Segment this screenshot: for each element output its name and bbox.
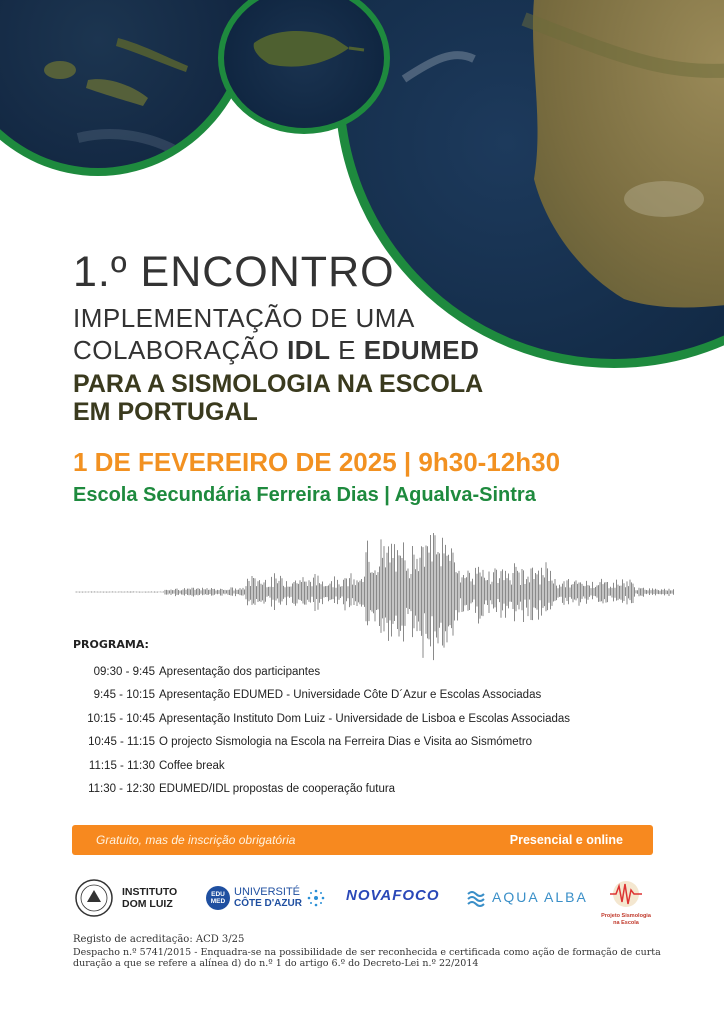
seismogram-waveform — [75, 520, 675, 670]
schedule-time: 10:45 - 11:15 — [88, 736, 155, 749]
uca-wordmark — [234, 887, 302, 909]
schedule-row — [73, 684, 673, 708]
aquaalba-wordmark: AQUA ALBA — [492, 889, 588, 905]
madeira-island — [224, 0, 384, 128]
schedule-time: 11:30 - 12:30 — [88, 783, 155, 796]
schedule-row — [73, 731, 673, 755]
theme-line-2: EM PORTUGAL — [73, 398, 258, 426]
schedule-description: O projecto Sismologia na Escola na Ferreira Dias e Visita ao Sismómetro — [159, 736, 533, 749]
uca-line-1: UNIVERSITÉ — [234, 886, 301, 898]
idl-wordmark — [122, 886, 177, 910]
event-theme — [73, 370, 483, 426]
theme-line-1: PARA A SISMOLOGIA NA ESCOLA — [73, 370, 484, 398]
sismologia-line-1: Projeto Sismologia — [601, 913, 651, 919]
schedule-time: 9:45 - 10:15 — [93, 689, 155, 702]
subtitle-connector: E — [330, 335, 364, 365]
sismologia-escola-logo — [596, 880, 656, 927]
schedule-description: Coffee break — [159, 759, 225, 772]
edumed-uca-logo — [206, 880, 331, 916]
novafoco-logo: NOVAFOCO — [346, 887, 440, 904]
idl-seal-icon — [74, 878, 114, 918]
edumed-badge-bottom: MED — [210, 898, 226, 905]
schedule-row — [73, 778, 673, 802]
aquaalba-logo — [466, 886, 588, 908]
attendance-mode: Presencial e online — [509, 833, 623, 847]
schedule-description: Apresentação dos participantes — [159, 665, 321, 678]
edumed-badge-top: EDU — [211, 891, 225, 898]
schedule-time: 09:30 - 9:45 — [93, 665, 155, 678]
idl-line-2: DOM LUIZ — [122, 898, 173, 910]
sismologia-line-2: na Escola — [613, 920, 639, 926]
uca-line-2: CÔTE D'AZUR — [234, 898, 302, 909]
event-venue: Escola Secundária Ferreira Dias | Agualva-Sintra — [73, 484, 536, 506]
schedule-row — [73, 660, 673, 684]
uca-dots-icon — [306, 888, 326, 908]
registration-note: Gratuito, mas de inscrição obrigatória — [96, 833, 296, 847]
azores-satellite-map — [0, 0, 256, 176]
subtitle-line-2 — [73, 334, 479, 366]
schedule-row — [73, 754, 673, 778]
event-edition-title: 1.º ENCONTRO — [73, 248, 395, 296]
schedule-description: Apresentação Instituto Dom Luiz - Universidade de Lisboa e Escolas Associadas — [159, 712, 571, 725]
program-heading: PROGRAMA: — [73, 638, 149, 651]
seismograph-icon — [608, 880, 644, 908]
edumed-acronym: EDUMED — [363, 335, 480, 365]
schedule-time: 11:15 - 11:30 — [88, 759, 155, 772]
idl-line-1: INSTITUTO — [122, 886, 178, 898]
accreditation-registration: Registo de acreditação: ACD 3/25 — [73, 934, 245, 945]
schedule-row — [73, 707, 673, 731]
subtitle-text: COLABORAÇÃO — [73, 335, 288, 365]
event-subtitle — [73, 302, 479, 366]
sismologia-caption — [596, 913, 656, 927]
azores-islands — [0, 0, 248, 168]
idl-logo — [74, 877, 194, 919]
schedule-time: 10:15 - 10:45 — [87, 712, 155, 725]
aquaalba-wave-icon — [466, 886, 488, 908]
edumed-badge — [206, 886, 230, 910]
schedule-description: EDUMED/IDL propostas de cooperação futura — [159, 783, 396, 796]
subtitle-line-1: IMPLEMENTAÇÃO DE UMA — [73, 303, 415, 333]
schedule-description: Apresentação EDUMED - Universidade Côte D´Azur e Escolas Associadas — [159, 689, 542, 702]
dispatch-note: Despacho n.º 5741/2015 - Enquadra-se na possibilidade de ser reconhecida e certificada como ação de formação de curta duração a que se refere a alínea d) do n.º 1 do artigo 6.º do Decreto-Lei n.º 22/2014 — [73, 947, 661, 969]
idl-acronym: IDL — [287, 335, 331, 365]
program-schedule — [73, 660, 673, 801]
event-date-time: 1 DE FEVEREIRO DE 2025 | 9h30-12h30 — [73, 447, 561, 477]
registration-banner — [72, 825, 653, 855]
